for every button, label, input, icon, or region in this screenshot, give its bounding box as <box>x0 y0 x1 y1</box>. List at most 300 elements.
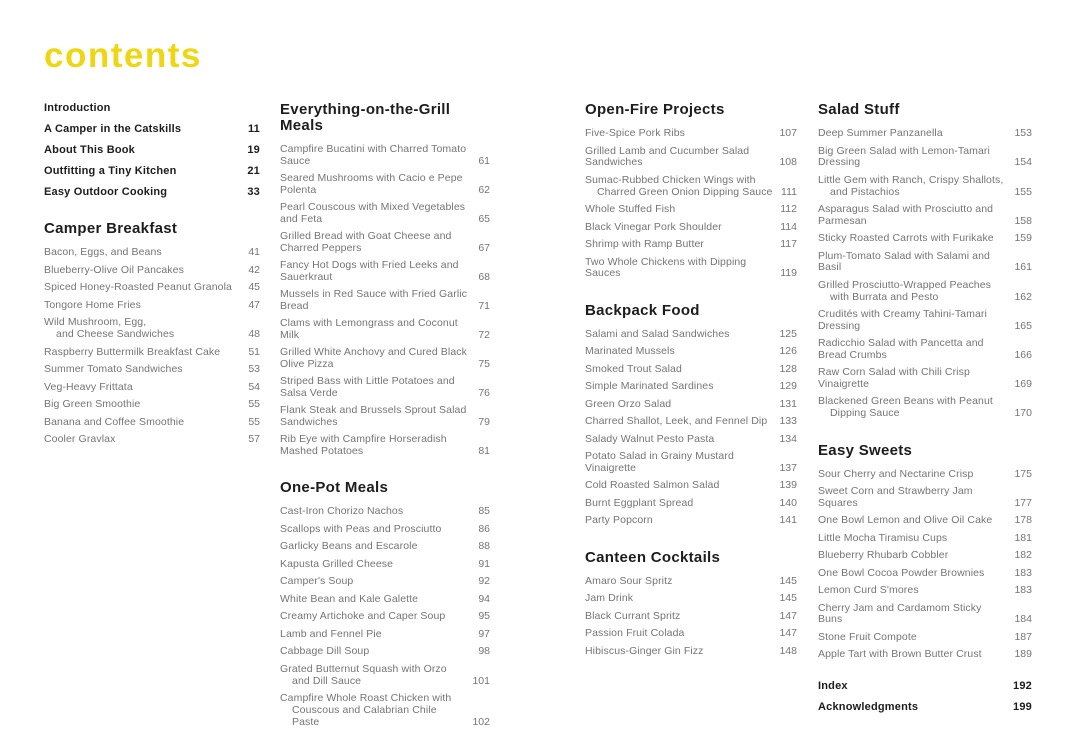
entry-page-number: 55 <box>248 415 260 428</box>
entry-label <box>44 165 177 177</box>
toc-entry <box>280 318 490 341</box>
toc-entry <box>585 381 797 393</box>
entry-page-number: 92 <box>478 575 490 587</box>
entry-title: About This Book <box>44 144 135 156</box>
entry-label <box>818 585 919 597</box>
entry-page-number: 53 <box>248 363 260 375</box>
toc-entry <box>280 260 490 283</box>
entry-page-number: 153 <box>1014 127 1032 139</box>
entry-label <box>280 541 418 553</box>
toc-entry <box>585 593 797 605</box>
entry-title: Campfire Whole Roast Chicken with <box>280 692 452 704</box>
entry-title-continued: and Dill Sauce <box>292 674 362 687</box>
entry-page-number: 42 <box>248 263 260 276</box>
entry-label <box>280 173 470 196</box>
toc-entry <box>818 146 1032 169</box>
entry-title: One Bowl Lemon and Olive Oil Cake <box>818 514 993 526</box>
toc-entry <box>280 289 490 312</box>
toc-entry <box>44 347 260 359</box>
entry-label <box>585 515 653 527</box>
toc-entry <box>818 367 1032 390</box>
entry-page-number: 175 <box>1014 467 1032 480</box>
entry-label <box>280 576 353 588</box>
entry-label <box>818 701 918 713</box>
toc-entry <box>585 399 797 411</box>
entry-label <box>818 251 1006 274</box>
entry-title: Plum-Tomato Salad with Salami and Basil <box>818 249 990 273</box>
entry-label <box>280 664 447 688</box>
toc-entry <box>818 486 1032 509</box>
entry-page-number: 94 <box>478 592 490 605</box>
entry-page-number: 75 <box>478 357 490 370</box>
entry-label <box>818 515 992 527</box>
toc-entry <box>585 329 797 341</box>
section-title: Salad Stuff <box>818 101 900 118</box>
entry-label <box>818 680 848 692</box>
entry-page-number: 147 <box>779 609 797 622</box>
section-title: Backpack Food <box>585 301 700 319</box>
toc-entry <box>44 102 260 114</box>
toc-entry <box>818 515 1032 527</box>
entry-title: Clams with Lemongrass and Coconut Milk <box>280 317 458 341</box>
entry-title: Green Orzo Salad <box>585 397 672 410</box>
toc-column <box>280 102 490 734</box>
entry-title: Fancy Hot Dogs with Fried Leeks and Sauerkraut <box>280 259 459 283</box>
section-title: Open-Fire Projects <box>585 101 725 118</box>
toc-entry <box>818 585 1032 597</box>
toc-entry <box>818 649 1032 661</box>
entry-page-number: 76 <box>478 386 490 399</box>
toc-entry <box>585 239 797 251</box>
entry-title: Cherry Jam and Cardamom Sticky Buns <box>818 601 982 625</box>
toc-entry <box>818 701 1032 713</box>
toc-entry <box>818 680 1032 692</box>
entry-title: Sour Cherry and Nectarine Crisp <box>818 467 974 480</box>
entry-label <box>585 646 704 658</box>
entry-title: Scallops with Peas and Prosciutto <box>280 522 442 535</box>
entry-page-number: 81 <box>478 444 490 457</box>
toc-entry <box>44 247 260 259</box>
entry-title: Campfire Bucatini with Charred Tomato Sauce <box>280 143 467 167</box>
toc-entry <box>44 399 260 411</box>
entry-title: Rib Eye with Campfire Horseradish Mashed Potatoes <box>280 433 447 457</box>
entry-title: Veg-Heavy Frittata <box>44 380 133 393</box>
entry-title-continued: and Pistachios <box>830 185 900 198</box>
entry-label <box>585 628 684 640</box>
entry-page-number: 86 <box>478 522 490 535</box>
entry-title: Lemon Curd S'mores <box>818 584 919 596</box>
entry-page-number: 199 <box>1013 700 1032 713</box>
entry-label <box>280 693 464 728</box>
entry-label <box>44 265 184 277</box>
toc-entry <box>280 559 490 571</box>
entry-title: Marinated Mussels <box>585 345 675 357</box>
entry-page-number: 169 <box>1014 377 1032 390</box>
entry-label <box>585 434 714 446</box>
entry-page-number: 112 <box>780 203 797 215</box>
entry-label <box>585 364 682 376</box>
toc-entry <box>280 611 490 623</box>
toc-entry <box>44 300 260 312</box>
toc-entry <box>44 165 260 177</box>
entry-title: Bacon, Eggs, and Beans <box>44 246 162 258</box>
entry-label <box>44 434 115 446</box>
entry-page-number: 119 <box>780 267 797 279</box>
entry-title-continued: and Cheese Sandwiches <box>56 328 175 340</box>
toc-entry <box>585 222 797 234</box>
toc-entry <box>280 173 490 196</box>
entry-title: Index <box>818 679 848 692</box>
toc-entry <box>280 541 490 553</box>
toc-entry <box>818 204 1032 227</box>
toc-entry <box>44 186 260 198</box>
entry-label <box>818 128 943 140</box>
toc-entry <box>818 128 1032 140</box>
entry-page-number: 162 <box>1014 290 1032 303</box>
entry-page-number: 107 <box>779 127 797 139</box>
toc-entry <box>585 646 797 658</box>
entry-title: One Bowl Cocoa Powder Brownies <box>818 566 985 579</box>
entry-title: Raspberry Buttermilk Breakfast Cake <box>44 345 221 358</box>
entry-page-number: 158 <box>1014 214 1032 227</box>
entry-title: Salami and Salad Sandwiches <box>585 327 730 340</box>
entry-page-number: 159 <box>1014 232 1032 244</box>
entry-label <box>585 611 680 623</box>
entry-title: Grilled White Anchovy and Cured Black Olive Pizza <box>280 346 467 370</box>
entry-page-number: 98 <box>478 645 490 657</box>
entry-label <box>44 102 111 114</box>
toc-entry <box>818 251 1032 274</box>
entry-title-continued: Charred Green Onion Dipping Sauce <box>597 185 773 198</box>
entry-label <box>44 247 162 259</box>
entry-label <box>280 434 470 457</box>
entry-label <box>818 204 1006 227</box>
entry-title-continued: Dipping Sauce <box>830 407 900 419</box>
entry-label <box>280 559 393 571</box>
entry-label <box>280 144 470 167</box>
entry-label <box>818 486 1006 509</box>
entry-label <box>818 533 947 545</box>
entry-title: Big Green Smoothie <box>44 398 141 410</box>
entry-title: Seared Mushrooms with Cacio e Pepe Polenta <box>280 172 463 196</box>
entry-page-number: 91 <box>478 557 490 570</box>
toc-entry <box>818 309 1032 332</box>
toc-block <box>44 102 260 198</box>
entry-title: Big Green Salad with Lemon-Tamari Dressing <box>818 144 990 168</box>
entry-label <box>818 367 1006 390</box>
entry-title: Acknowledgments <box>818 700 919 713</box>
entry-page-number: 45 <box>248 281 260 293</box>
entry-title: Sticky Roasted Carrots with Furikake <box>818 232 994 244</box>
toc-entry <box>44 144 260 156</box>
entry-label <box>280 289 470 312</box>
entry-title: Charred Shallot, Leek, and Fennel Dip <box>585 415 768 427</box>
entry-page-number: 183 <box>1014 584 1032 596</box>
entry-label <box>585 257 772 280</box>
entry-label <box>44 399 140 411</box>
toc-entry <box>44 417 260 429</box>
entry-title: Cooler Gravlax <box>44 433 116 445</box>
entry-label <box>44 282 232 294</box>
entry-label <box>585 346 675 358</box>
toc-entry <box>818 396 1032 420</box>
entry-page-number: 141 <box>779 514 797 526</box>
entry-title: Smoked Trout Salad <box>585 362 682 375</box>
toc-entry <box>585 146 797 169</box>
entry-page-number: 182 <box>1014 549 1032 561</box>
entry-label <box>585 175 772 199</box>
entry-label <box>585 416 767 428</box>
entry-label <box>818 469 973 481</box>
toc-entry <box>280 231 490 254</box>
entry-title: Salady Walnut Pesto Pasta <box>585 432 715 445</box>
entry-page-number: 65 <box>478 212 490 225</box>
entry-title: Shrimp with Ramp Butter <box>585 238 705 250</box>
entry-page-number: 129 <box>779 380 797 392</box>
entry-label <box>44 317 174 341</box>
entry-page-number: 61 <box>478 154 490 167</box>
entry-label <box>585 204 675 216</box>
entry-title: Outfitting a Tiny Kitchen <box>44 165 177 177</box>
entry-title: Summer Tomato Sandwiches <box>44 363 183 375</box>
entry-label <box>44 364 183 376</box>
toc-entry <box>818 550 1032 562</box>
entry-label <box>280 646 369 658</box>
entry-title: Grated Butternut Squash with Orzo <box>280 662 447 675</box>
entry-title: Sumac-Rubbed Chicken Wings with <box>585 173 756 186</box>
entry-label <box>280 611 445 623</box>
entry-title: Raw Corn Salad with Chili Crisp Vinaigrette <box>818 366 970 390</box>
toc-entry <box>585 611 797 623</box>
entry-label <box>44 382 133 394</box>
entry-page-number: 192 <box>1013 679 1032 692</box>
entry-title: Potato Salad in Grainy Mustard Vinaigrette <box>585 450 734 474</box>
entry-title: Radicchio Salad with Pancetta and Bread Crumbs <box>818 337 984 361</box>
entry-title: Creamy Artichoke and Caper Soup <box>280 610 446 622</box>
entry-title: Banana and Coffee Smoothie <box>44 415 185 428</box>
entry-title: Whole Stuffed Fish <box>585 203 676 215</box>
toc-section <box>280 480 490 728</box>
entry-title: Asparagus Salad with Prosciutto and Parmesan <box>818 203 994 227</box>
entry-label <box>585 329 730 341</box>
entry-label <box>585 576 672 588</box>
entry-label <box>44 186 167 198</box>
entry-title: Little Mocha Tiramisu Cups <box>818 531 948 544</box>
entry-title: Hibiscus-Ginger Gin Fizz <box>585 644 704 657</box>
entry-title: Cold Roasted Salmon Salad <box>585 479 720 491</box>
entry-title: Kapusta Grilled Cheese <box>280 557 394 570</box>
toc-section <box>818 443 1032 661</box>
entry-title: Blueberry Rhubarb Cobbler <box>818 549 949 561</box>
entry-label <box>818 280 991 304</box>
entry-label <box>44 347 220 359</box>
toc-entry <box>280 629 490 641</box>
entry-page-number: 125 <box>779 327 797 340</box>
toc-entry <box>280 576 490 588</box>
toc-entry <box>585 451 797 474</box>
entry-title: Tongore Home Fries <box>44 298 141 311</box>
entry-page-number: 41 <box>248 246 260 258</box>
entry-title: Jam Drink <box>585 592 634 604</box>
entry-page-number: 55 <box>248 398 260 410</box>
entry-label <box>818 649 982 661</box>
toc-entry <box>280 347 490 370</box>
entry-label <box>280 202 470 225</box>
toc-section <box>818 102 1032 420</box>
entry-label <box>280 318 470 341</box>
entry-label <box>818 309 1006 332</box>
entry-page-number: 102 <box>472 715 490 728</box>
toc-entry <box>44 317 260 341</box>
entry-label <box>585 498 693 510</box>
entry-label <box>585 381 714 393</box>
entry-title: Pearl Couscous with Mixed Vegetables and Feta <box>280 201 466 225</box>
toc-entry <box>585 128 797 140</box>
entry-page-number: 33 <box>247 186 260 198</box>
toc-entry <box>585 480 797 492</box>
toc-section <box>585 102 797 280</box>
toc-entry <box>44 364 260 376</box>
entry-page-number: 170 <box>1014 407 1032 419</box>
toc-entry <box>280 594 490 606</box>
toc-entry <box>585 204 797 216</box>
entry-page-number: 67 <box>478 241 490 254</box>
toc-entry <box>280 506 490 518</box>
entry-page-number: 140 <box>779 496 797 509</box>
entry-label <box>585 480 719 492</box>
entry-title: Two Whole Chickens with Dipping Sauces <box>585 255 747 279</box>
toc-entry <box>818 469 1032 481</box>
toc-entry <box>818 568 1032 580</box>
entry-page-number: 51 <box>248 345 260 358</box>
toc-entry <box>585 416 797 428</box>
entry-page-number: 145 <box>779 574 797 587</box>
entry-title: Black Currant Spritz <box>585 609 681 622</box>
entry-page-number: 147 <box>779 627 797 639</box>
entry-page-number: 57 <box>248 433 260 445</box>
toc-entry <box>280 646 490 658</box>
entry-label <box>44 123 181 135</box>
section-title: One-Pot Meals <box>280 479 389 496</box>
toc-entry <box>818 632 1032 644</box>
entry-title: Grilled Bread with Goat Cheese and Charred Peppers <box>280 230 452 254</box>
entry-page-number: 155 <box>1014 185 1032 198</box>
entry-page-number: 47 <box>248 298 260 311</box>
entry-title: Amaro Sour Spritz <box>585 574 673 587</box>
entry-page-number: 187 <box>1014 630 1032 643</box>
entry-page-number: 183 <box>1014 566 1032 579</box>
toc-entry <box>585 576 797 588</box>
entry-title: Five-Spice Pork Ribs <box>585 127 686 139</box>
entry-page-number: 21 <box>247 165 260 177</box>
entry-title: Easy Outdoor Cooking <box>44 186 168 198</box>
entry-page-number: 126 <box>779 345 797 357</box>
entry-title: Lamb and Fennel Pie <box>280 627 382 640</box>
entry-title: Apple Tart with Brown Butter Crust <box>818 648 982 660</box>
toc-entry <box>280 434 490 457</box>
entry-page-number: 71 <box>478 299 490 312</box>
toc-block <box>818 680 1032 713</box>
entry-label <box>818 146 1006 169</box>
toc-entry <box>280 693 490 728</box>
page-title: contents <box>44 36 202 75</box>
entry-page-number: 137 <box>779 461 797 474</box>
toc-entry <box>585 257 797 280</box>
entry-page-number: 131 <box>779 397 797 410</box>
entry-page-number: 181 <box>1014 531 1032 544</box>
entry-title: Black Vinegar Pork Shoulder <box>585 220 722 233</box>
entry-page-number: 79 <box>478 415 490 428</box>
toc-entry <box>44 382 260 394</box>
entry-label <box>818 568 984 580</box>
entry-label <box>585 222 722 234</box>
entry-page-number: 154 <box>1014 156 1032 168</box>
entry-label <box>44 300 141 312</box>
entry-page-number: 189 <box>1014 648 1032 660</box>
entry-title: Party Popcorn <box>585 514 653 526</box>
entry-title: Simple Marinated Sardines <box>585 380 714 392</box>
entry-label <box>585 239 704 251</box>
toc-entry <box>280 144 490 167</box>
entry-label <box>44 144 135 156</box>
entry-label <box>280 260 470 283</box>
toc-entry <box>44 265 260 277</box>
entry-label <box>818 175 1003 199</box>
entry-page-number: 88 <box>478 540 490 552</box>
entry-title-continued: with Burrata and Pesto <box>830 290 939 303</box>
entry-label <box>585 146 771 169</box>
toc-entry <box>280 405 490 428</box>
entry-title: Cast-Iron Chorizo Nachos <box>280 505 404 517</box>
toc-entry <box>44 282 260 294</box>
toc-entry <box>280 202 490 225</box>
section-title: Canteen Cocktails <box>585 548 721 566</box>
entry-label <box>280 376 470 399</box>
toc-entry <box>818 233 1032 245</box>
entry-label <box>585 128 685 140</box>
toc-entry <box>44 123 260 135</box>
entry-page-number: 134 <box>779 432 797 445</box>
entry-title: Deep Summer Panzanella <box>818 127 943 139</box>
entry-page-number: 145 <box>779 592 797 604</box>
entry-label <box>280 231 470 254</box>
entry-page-number: 117 <box>780 238 797 250</box>
entry-page-number: 148 <box>779 644 797 657</box>
entry-label <box>818 338 1006 361</box>
toc-entry <box>280 524 490 536</box>
entry-title: Striped Bass with Little Potatoes and Salsa Verde <box>280 375 455 399</box>
entry-label <box>280 506 403 518</box>
toc-entry <box>585 346 797 358</box>
entry-page-number: 85 <box>478 505 490 517</box>
toc-column <box>585 102 797 663</box>
toc-entry <box>585 515 797 527</box>
entry-label <box>585 399 671 411</box>
entry-title: Little Gem with Ranch, Crispy Shallots, <box>818 173 1004 186</box>
entry-title: Stone Fruit Compote <box>818 630 917 643</box>
entry-title: Burnt Eggplant Spread <box>585 496 694 509</box>
entry-label <box>280 594 418 606</box>
entry-page-number: 133 <box>779 415 797 427</box>
entry-page-number: 178 <box>1014 514 1032 526</box>
entry-page-number: 95 <box>478 610 490 622</box>
entry-title: Crudités with Creamy Tahini-Tamari Dressing <box>818 308 987 332</box>
entry-page-number: 139 <box>779 479 797 491</box>
section-title: Everything-on-the-Grill Meals <box>280 101 451 134</box>
entry-page-number: 101 <box>472 674 490 687</box>
toc-entry <box>585 498 797 510</box>
toc-entry <box>818 175 1032 199</box>
